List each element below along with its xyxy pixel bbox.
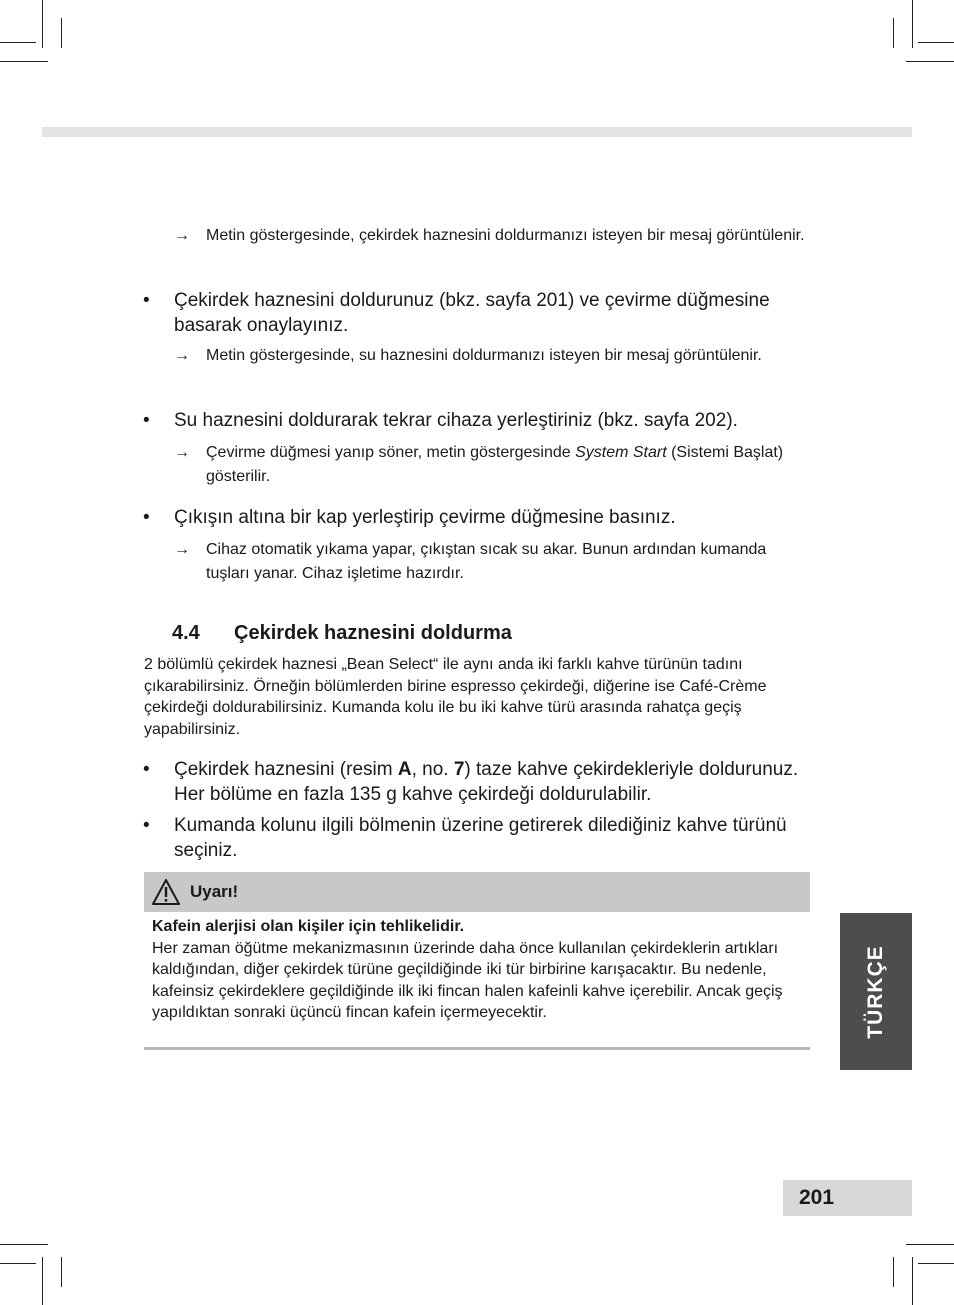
crop-mark [61,18,62,48]
crop-mark [918,42,954,43]
section-title: Çekirdek haznesini doldurma [234,622,512,644]
bullet-dot: • [143,507,150,528]
crop-mark [912,1257,913,1305]
crop-mark [0,1244,48,1245]
warning-header [144,872,810,912]
bullet-step [143,757,813,807]
result-line [174,441,814,489]
result-text: Cihaz otomatik yıkama yapar, çıkıştan sıcak su akar. Bunun ardından kumanda tuşları yanar. Cihaz işletime hazırdır. [206,541,767,582]
crop-mark [893,1257,894,1287]
result-text: Çevirme düğmesi yanıp söner, metin göstergesinde System Start (Sistemi Başlat) gösterilir. [206,444,784,485]
language-tab [840,913,912,1070]
warning-bottom-rule [144,1047,810,1050]
bullet-dot: • [143,759,150,780]
bullet-dot: • [143,290,150,311]
header-band [42,127,912,137]
crop-mark [906,61,954,62]
section-number: 4.4 [172,622,200,644]
crop-mark [918,1263,954,1264]
bullet-step [143,505,813,530]
step-text: Çekirdek haznesini (resim A, no. 7) taze kahve çekirdekleriyle doldurunuz. Her bölüme en fazla 135 g kahve çekirdeği doldurulabilir. [174,759,799,805]
display-text-italic: System Start [575,444,667,461]
result-text: Metin göstergesinde, çekirdek haznesini doldurmanızı isteyen bir mesaj görüntülenir. [206,227,805,244]
language-tab-label: TÜRKÇE [864,944,887,1039]
crop-mark [0,1263,36,1264]
arrow-icon: → [174,444,190,461]
step-text: Su haznesini doldurarak tekrar cihaza yerleştiriniz (bkz. sayfa 202). [174,410,738,431]
arrow-icon: → [174,347,190,364]
crop-mark [0,61,48,62]
crop-mark [912,0,913,48]
warning-body [152,916,810,1024]
warning-text: Her zaman öğütme mekanizmasının üzerinde daha önce kullanılan çekirdeklerin artıkları kaldığından, diğer çekirdek türüne geçildiğinde iki tür birbirine karışacaktır. Bu nedenle, kafeinsiz çekirdeklere geçildiğinde ilk iki fincan halen kafeinli kahve içerebilir. Ancak geçiş yapıldıktan sonraki üçüncü fincan kafein içermeyecektir. [152,939,783,1021]
warning-title: Uyarı! [190,882,239,901]
bullet-step [143,408,813,433]
crop-mark [42,0,43,48]
crop-mark [893,18,894,48]
arrow-icon: → [174,541,190,558]
result-text: Metin göstergesinde, su haznesini doldurmanızı isteyen bir mesaj görüntülenir. [206,347,762,364]
warning-triangle-icon [151,878,181,906]
crop-mark [61,1257,62,1287]
bullet-step [143,288,813,338]
warning-bold-line: Kafein alerjisi olan kişiler için tehlikelidir. [152,918,465,935]
crop-mark [42,1257,43,1305]
section-intro: 2 bölümlü çekirdek haznesi „Bean Select“ ile aynı anda iki farklı kahve türünün tadını çıkarabilirsiniz. Örneğin bölümlerden birine espresso çekirdeği, diğerine ise Café-Crème çekirdeği doldurabilirsiniz. Kumanda kolu ile bu iki kahve türü arasında rahatça geçiş yapabilirsiniz. [144,656,767,738]
bullet-dot: • [143,815,150,836]
result-line [174,538,814,586]
crop-mark [0,42,36,43]
section-heading [172,620,512,646]
step-text: Çekirdek haznesini doldurunuz (bkz. sayfa 201) ve çevirme düğmesine basarak onaylayınız. [174,290,770,336]
crop-mark [906,1244,954,1245]
result-line [174,344,814,368]
bullet-step [143,813,813,863]
result-line [174,224,814,248]
step-text: Çıkışın altına bir kap yerleştirip çevirme düğmesine basınız. [174,507,676,528]
step-text: Kumanda kolunu ilgili bölmenin üzerine getirerek dilediğiniz kahve türünü seçiniz. [174,815,787,861]
bullet-dot: • [143,410,150,431]
page-number-box [783,1180,912,1216]
arrow-icon: → [174,227,190,244]
page-number: 201 [799,1186,835,1209]
